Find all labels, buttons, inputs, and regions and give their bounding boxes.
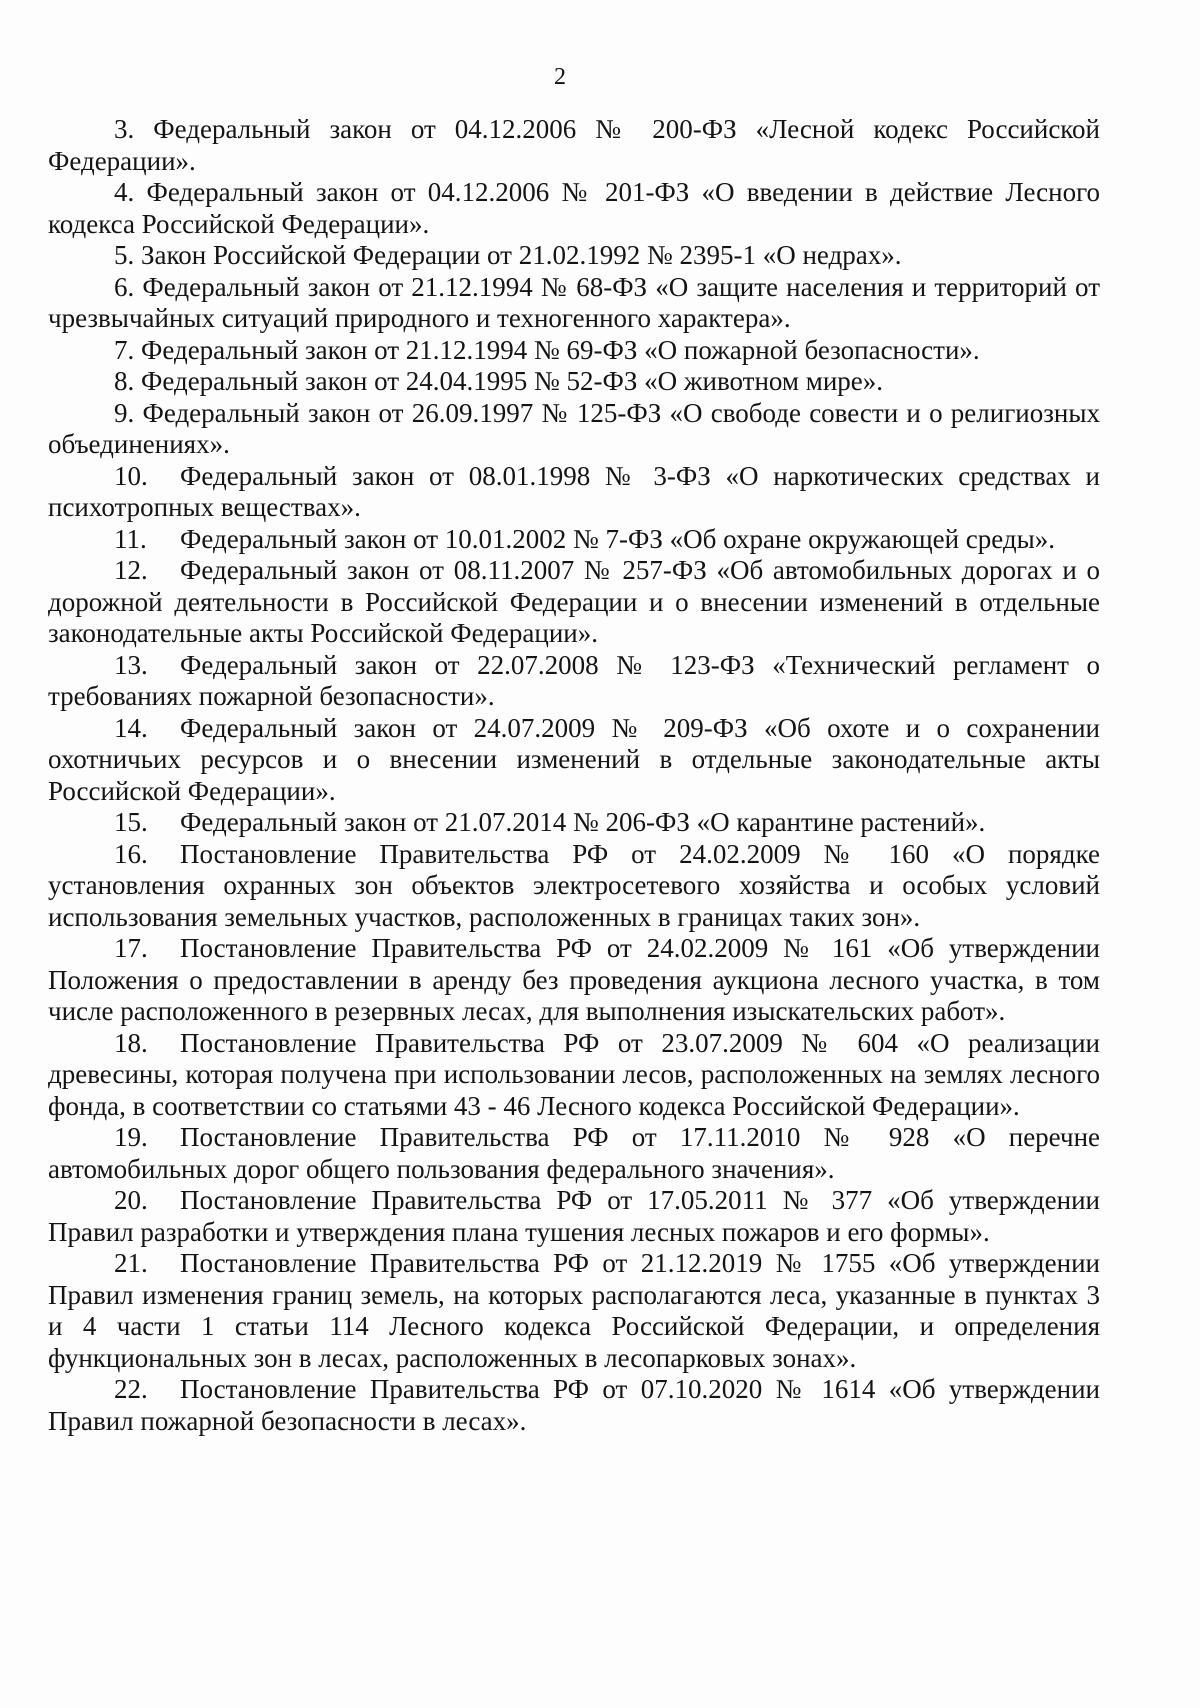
item-text: Федеральный закон от 21.12.1994 № 68-ФЗ «О защите населения и территорий от чрезвычайных ситуаций природного и техногенного характера». bbox=[48, 271, 1100, 333]
item-number: 14. bbox=[114, 712, 148, 743]
list-item bbox=[48, 839, 1100, 934]
item-text: Постановление Правительства РФ от 24.02.2009 № 160 «О порядке установления охранных зон объектов электросетевого хозяйства и особых условий использования земельных участков, расположенных в границах таких зон». bbox=[48, 838, 1100, 932]
list-item bbox=[48, 114, 1100, 177]
legal-acts-list bbox=[48, 114, 1100, 1437]
list-item bbox=[48, 933, 1100, 1028]
item-number: 5. bbox=[114, 240, 135, 270]
item-number: 9. bbox=[114, 397, 135, 428]
item-number: 16. bbox=[114, 838, 148, 869]
item-number: 4. bbox=[114, 177, 135, 207]
list-item bbox=[48, 555, 1100, 650]
item-text: Федеральный закон от 22.07.2008 № 123-ФЗ «Технический регламент о требованиях пожарной безопасности». bbox=[48, 649, 1100, 711]
item-text: Федеральный закон от 21.07.2014 № 206-ФЗ «О карантине растений». bbox=[180, 807, 986, 837]
list-item bbox=[48, 272, 1100, 335]
item-text: Федеральный закон от 04.12.2006 № 201-ФЗ «О введении в действие Лесного кодекса Российской Федерации». bbox=[48, 177, 1101, 239]
list-item bbox=[48, 398, 1100, 461]
item-number: 13. bbox=[114, 649, 148, 680]
item-text: Постановление Правительства РФ от 07.10.2020 № 1614 «Об утверждении Правил пожарной безопасности в лесах». bbox=[48, 1374, 1100, 1436]
page-number: 2 bbox=[554, 64, 566, 90]
list-item bbox=[48, 807, 1100, 839]
item-number: 17. bbox=[114, 933, 148, 963]
item-text: Федеральный закон от 21.12.1994 № 69-ФЗ «О пожарной безопасности». bbox=[141, 334, 980, 365]
list-item bbox=[48, 177, 1100, 240]
item-number: 18. bbox=[114, 1027, 148, 1058]
item-number: 3. bbox=[114, 114, 135, 144]
item-number: 19. bbox=[114, 1122, 148, 1152]
list-item bbox=[48, 1122, 1100, 1185]
item-number: 11. bbox=[114, 523, 147, 554]
list-item bbox=[48, 461, 1100, 524]
item-number: 21. bbox=[114, 1248, 148, 1278]
item-number: 15. bbox=[114, 807, 148, 837]
list-item bbox=[48, 1248, 1100, 1374]
list-item bbox=[48, 1028, 1100, 1123]
item-text: Федеральный закон от 24.07.2009 № 209-ФЗ «Об охоте и о сохранении охотничьих ресурсов и о внесении изменений в отдельные законодательные акты Российской Федерации». bbox=[48, 712, 1100, 806]
list-item bbox=[48, 713, 1100, 808]
item-text: Федеральный закон от 08.11.2007 № 257-ФЗ «Об автомобильных дорогах и о дорожной деятельности в Российской Федерации и о внесении изменений в отдельные законодательные акты Российской Федерации». bbox=[48, 555, 1100, 648]
item-number: 22. bbox=[114, 1374, 148, 1404]
list-item bbox=[48, 524, 1100, 556]
list-item bbox=[48, 1185, 1100, 1248]
item-text: Постановление Правительства РФ от 21.12.2019 № 1755 «Об утверждении Правил изменения границ земель, на которых располагаются леса, указанные в пунктах 3 и 4 части 1 статьи 114 Лесного кодекса Российской Федерации, и определения функциональных зон в лесах, расположенных в лесопарковых зонах». bbox=[48, 1248, 1100, 1373]
list-item bbox=[48, 240, 1100, 272]
item-number: 10. bbox=[114, 460, 148, 491]
item-text: Федеральный закон от 08.01.1998 № 3-ФЗ «О наркотических средствах и психотропных веществах». bbox=[48, 460, 1100, 522]
item-number: 20. bbox=[114, 1185, 148, 1215]
item-text: Федеральный закон от 04.12.2006 № 200-ФЗ «Лесной кодекс Российской Федерации». bbox=[48, 114, 1101, 176]
list-item bbox=[48, 1374, 1100, 1437]
item-text: Постановление Правительства РФ от 17.11.2010 № 928 «О перечне автомобильных дорог общего пользования федерального значения». bbox=[48, 1122, 1100, 1184]
item-text: Федеральный закон от 24.04.1995 № 52-ФЗ «О животном мире». bbox=[141, 366, 884, 396]
list-item bbox=[48, 650, 1100, 713]
item-text: Постановление Правительства РФ от 17.05.2011 № 377 «Об утверждении Правил разработки и утверждения плана тушения лесных пожаров и его формы». bbox=[48, 1185, 1100, 1247]
item-text: Федеральный закон от 26.09.1997 № 125-ФЗ «О свободе совести и о религиозных объединениях». bbox=[48, 397, 1100, 459]
item-number: 7. bbox=[114, 334, 135, 365]
item-text: Постановление Правительства РФ от 24.02.2009 № 161 «Об утверждении Положения о предоставлении в аренду без проведения аукциона лесного участка, в том числе расположенного в резервных лесах, для выполнения изыскательских работ». bbox=[48, 933, 1100, 1026]
list-item bbox=[48, 335, 1100, 367]
item-number: 8. bbox=[114, 366, 135, 396]
list-item bbox=[48, 366, 1100, 398]
item-number: 6. bbox=[114, 271, 135, 302]
item-text: Федеральный закон от 10.01.2002 № 7-ФЗ «Об охране окружающей среды». bbox=[180, 523, 1056, 554]
item-text: Постановление Правительства РФ от 23.07.2009 № 604 «О реализации древесины, которая получена при использовании лесов, расположенных на землях лесного фонда, в соответствии со статьями 43 - 46 Лесного кодекса Российской Федерации». bbox=[48, 1027, 1100, 1121]
item-text: Закон Российской Федерации от 21.02.1992 № 2395-1 «О недрах». bbox=[141, 240, 902, 270]
item-number: 12. bbox=[114, 555, 148, 585]
